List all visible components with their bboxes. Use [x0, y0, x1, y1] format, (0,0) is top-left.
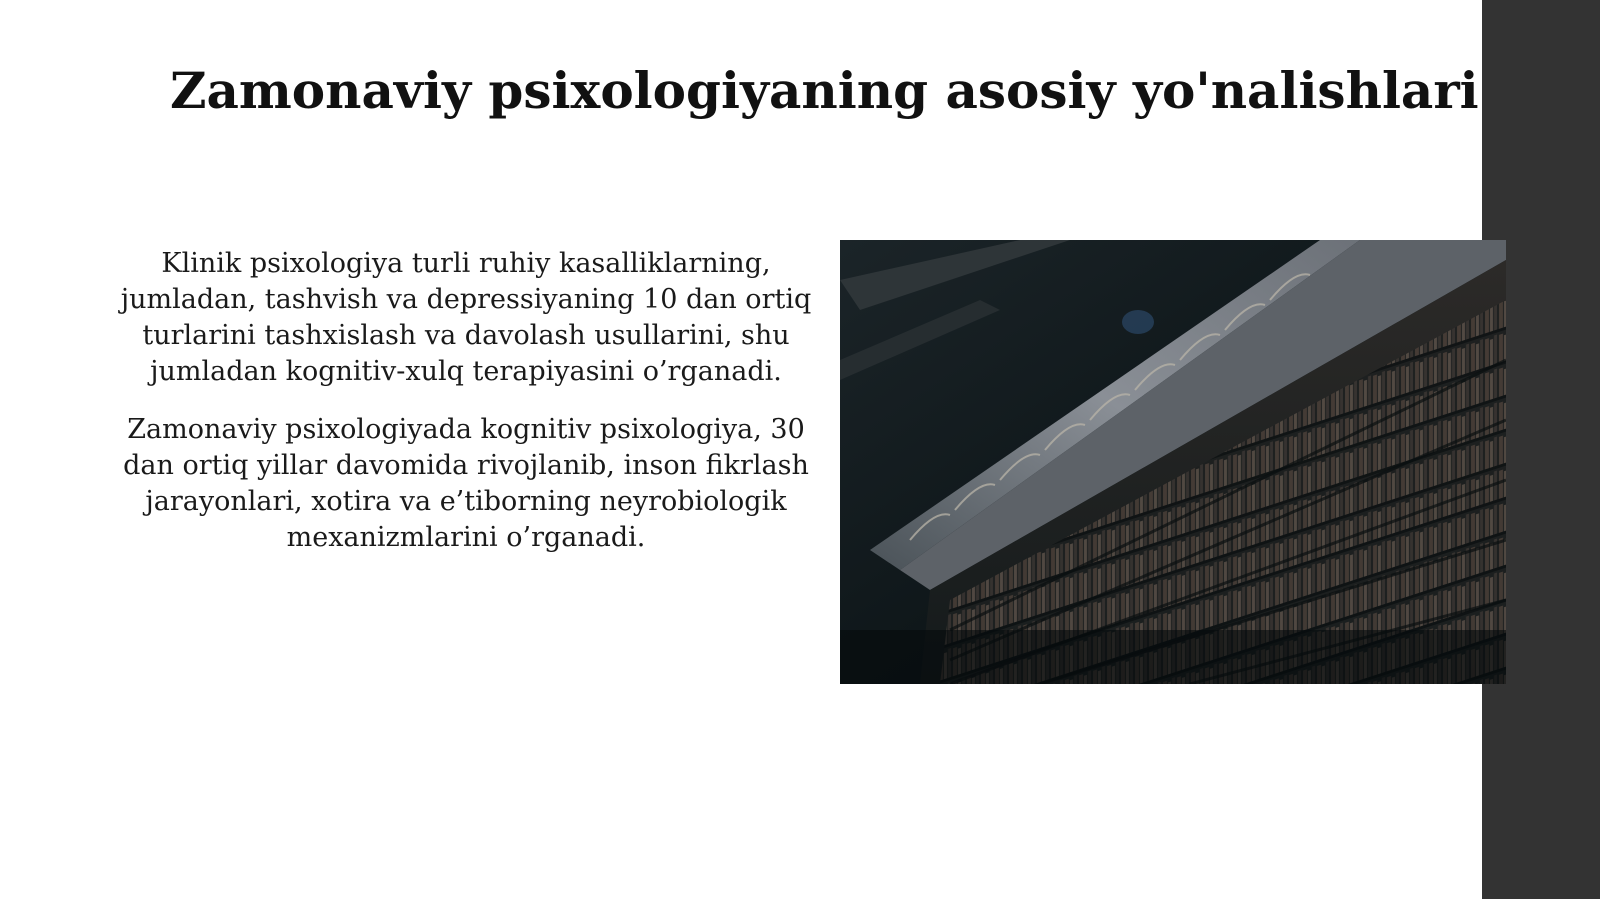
library-photo — [840, 240, 1506, 684]
paragraph-cognitive: Zamonaviy psixologiyada kognitiv psixologiya, 30 dan ortiq yillar davomida rivojlanib, inson fikrlash jarayonlari, xotira va e’tiborning neyrobiologik mexanizmlarini o’rganadi. — [123, 414, 809, 553]
slide-body — [108, 246, 824, 578]
slide-title: Zamonaviy psixologiyaning asosiy yo'nalishlari — [170, 61, 1479, 120]
paragraph-clinical: Klinik psixologiya turli ruhiy kasalliklarning, jumladan, tashvish va depressiyaning 10 dan ortiq turlarini tashxislash va davolash usullarini, shu jumladan kognitiv-xulq terapiyasini o’rganadi. — [120, 248, 812, 387]
library-illustration — [840, 240, 1506, 684]
